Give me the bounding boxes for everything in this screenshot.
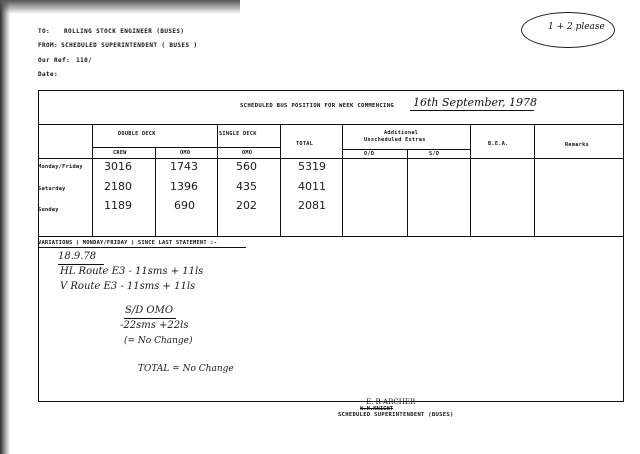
header-sd-omo: OMO	[242, 150, 253, 156]
cell-total: 2081	[298, 199, 326, 212]
cell-crew: 2180	[104, 180, 132, 193]
signature-title: SCHEDULED SUPERINTENDENT (BUSES)	[338, 412, 454, 418]
variation-total: TOTAL = No Change	[138, 364, 234, 374]
signature-name: E. R ARCHER	[366, 398, 416, 406]
variation-date-underline	[58, 264, 104, 265]
variation-date: 18.9.78	[58, 251, 97, 262]
variation-line: V Route E3 - 11sms + 11ls	[60, 281, 196, 292]
cell-sd-omo: 202	[236, 199, 257, 212]
header-single-deck: SINGLE DECK	[219, 131, 257, 137]
scan-shadow	[0, 0, 10, 454]
cell-sd-omo: 435	[236, 180, 257, 193]
header-od: O/D	[364, 151, 375, 157]
variation-sd-omo: S/D OMO	[125, 305, 174, 316]
header-dd-omo: OMO	[180, 150, 191, 156]
memo-date: Date:	[38, 71, 59, 78]
cell-total: 4011	[298, 180, 326, 193]
header-double-deck: DOUBLE DECK	[118, 131, 156, 137]
report-title-date: 16th September, 1978	[413, 96, 538, 109]
header-unscheduled: Unscheduled Extras	[364, 137, 426, 143]
cell-crew: 1189	[104, 199, 132, 212]
cell-crew: 3016	[104, 160, 132, 173]
variation-change: -22sms +22ls	[120, 320, 189, 331]
scan-shadow-top	[0, 0, 240, 14]
header-total: TOTAL	[296, 141, 314, 147]
title-underline	[410, 110, 534, 111]
cell-total: 5319	[298, 160, 326, 173]
memo-to: TO: ROLLING STOCK ENGINEER (BUSES)	[38, 28, 185, 35]
variation-no-change: (= No Change)	[124, 336, 193, 346]
header-additional: Additional	[384, 130, 419, 136]
cell-dd-omo: 1396	[170, 180, 198, 193]
header-remarks: Remarks	[565, 142, 589, 148]
cell-sd-omo: 560	[236, 160, 257, 173]
header-sd: S/D	[429, 151, 440, 157]
variations-heading: VARIATIONS ( MONDAY/FRIDAY ) SINCE LAST STATEMENT :-	[38, 240, 218, 246]
header-bea: B.E.A.	[488, 141, 509, 147]
report-title: SCHEDULED BUS POSITION FOR WEEK COMMENCING	[240, 103, 395, 109]
variations-underline	[38, 247, 246, 248]
cell-dd-omo: 690	[174, 199, 195, 212]
row-label-sunday: Sunday	[38, 207, 59, 213]
memo-from: FROM: SCHEDULED SUPERINTENDENT ( BUSES )	[38, 42, 198, 49]
signature-struck-name: W.H.KNIGHT	[360, 406, 394, 412]
row-label-saturday: Saturday	[38, 186, 66, 192]
memo-ref: Our Ref: 110/	[38, 57, 93, 64]
variation-line: HL Route E3 - 11sms + 11ls	[60, 266, 204, 277]
variation-sd-omo-underline	[124, 318, 176, 319]
cell-dd-omo: 1743	[170, 160, 198, 173]
row-label-monday-friday: Monday/Friday	[38, 164, 83, 170]
header-crew: CREW	[113, 150, 127, 156]
margin-note: 1 + 2 please	[548, 22, 605, 32]
